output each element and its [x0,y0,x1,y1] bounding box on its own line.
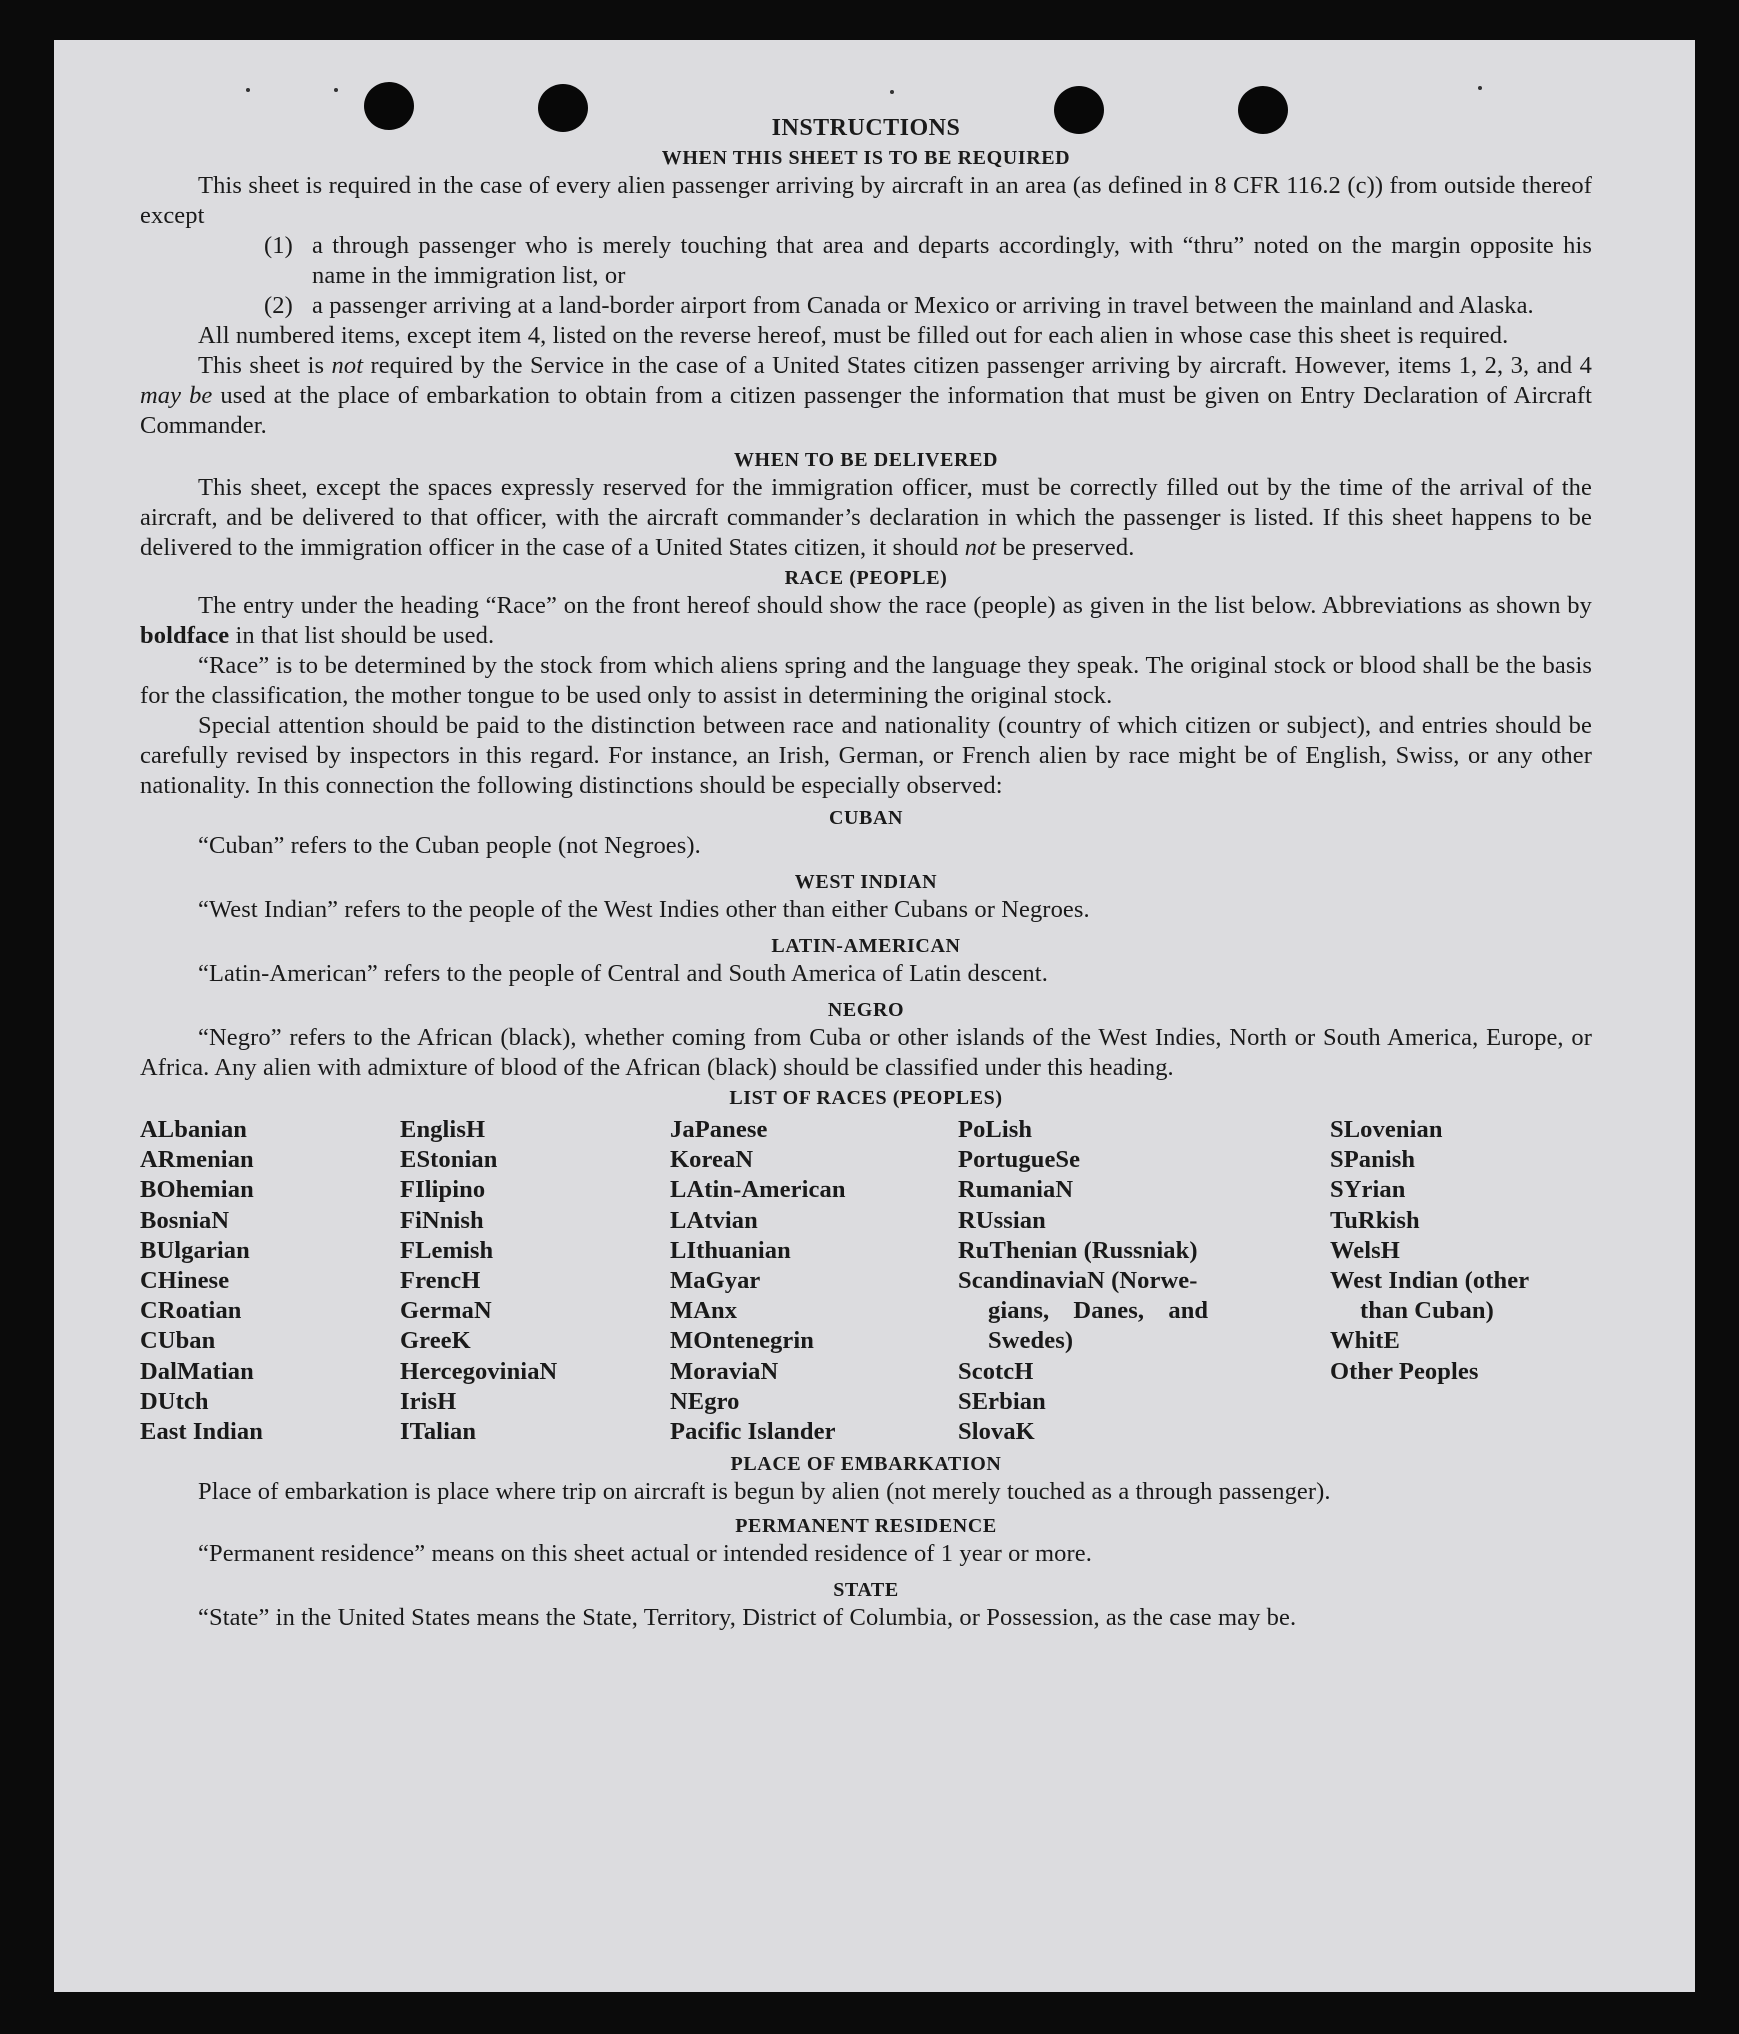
race-entry-continuation: than Cuban) [1360,1297,1494,1325]
race-entry: MAnx [670,1297,738,1325]
race-entry: SPanish [1330,1146,1416,1174]
race-entry: Other Peoples [1330,1357,1479,1385]
race-entry: MOntenegrin [670,1327,814,1355]
paragraph-citizen-passenger: This sheet is not required by the Service in the case of a United States citizen passenger arriving by aircraft. However, items 1, 2, 3, and 4 may be used at the place of embarkation to obtain from a citizen passenger the information that must be given on Entry Declaration of Aircraft Commander. [140,352,1593,439]
race-column [1330,1115,1592,1447]
item-number: (1) [264,232,293,259]
race-entry: PoLish [958,1116,1033,1143]
section-heading-list-of-races: LIST OF RACES (PEOPLES) [729,1087,1003,1109]
paragraph-race-stock: “Race” is to be determined by the stock from which aliens spring and the language they speak. The original stock or blood shall be the basis for the classification, the mother tongue to be used only to assist in determining the original stock. [140,652,1592,709]
race-column [670,1115,958,1447]
document-title: INSTRUCTIONS [771,115,961,141]
section-heading-when-delivered: WHEN TO BE DELIVERED [733,449,999,471]
definition-negro: “Negro” refers to the African (black), whether coming from Cuba or other islands of the West Indies, North or South America, Europe, or Africa. Any alien with admixture of blood of the African (black) should be classified under this heading. [140,1024,1592,1081]
race-entry: LAtin-American [670,1176,846,1204]
race-entry: DalMatian [140,1357,254,1385]
race-entry-continuation: gians, Danes, and [988,1297,1209,1325]
race-entry: FIlipino [400,1176,486,1204]
race-entry: CRoatian [140,1297,242,1325]
race-entry-continuation: Swedes) [988,1327,1074,1355]
race-entry: MaGyar [670,1267,761,1295]
race-entry: ARmenian [140,1146,254,1174]
race-entry: ScandinaviaN (Norwe- [958,1267,1198,1295]
race-entry: MoraviaN [670,1357,779,1385]
item-number: (2) [264,292,293,319]
race-entry: RUssian [958,1206,1046,1234]
section-heading-latin-american: LATIN-AMERICAN [771,935,961,957]
race-entry: GermaN [400,1297,492,1325]
exception-item [264,291,1592,321]
race-entry: BOhemian [140,1176,254,1204]
race-entry: ALbanian [140,1116,248,1143]
race-entry: CUban [140,1327,216,1355]
definition-latin-american: “Latin-American” refers to the people of Central and South America of Latin descent. [198,960,1048,987]
race-entry: IrisH [400,1387,457,1415]
race-entry: JaPanese [670,1116,768,1143]
scan-speck [334,88,338,92]
race-entry: FrencH [400,1267,481,1295]
definition-place-of-embarkation: Place of embarkation is place where trip on aircraft is begun by alien (not merely touched as a through passenger). [198,1478,1331,1506]
race-entry: DUtch [140,1387,209,1415]
paragraph-required-intro: This sheet is required in the case of every alien passenger arriving by aircraft in an area (as defined in 8 CFR 116.2 (c)) from outside thereof except [140,172,1592,229]
section-heading-race: RACE (PEOPLE) [784,567,948,589]
document-sheet [54,40,1695,1992]
race-entry: ScotcH [958,1357,1034,1385]
race-entry: EStonian [400,1146,498,1174]
section-heading-state: STATE [833,1579,899,1602]
race-entry: SErbian [958,1387,1046,1415]
race-entry: HercegoviniaN [400,1357,558,1385]
item-text: a through passenger who is merely touching that area and departs accordingly, with “thru” noted on the margin opposite his name in the immigration list, or [312,232,1592,289]
scan-speck [246,88,250,92]
scan-speck [1478,86,1482,90]
race-entry: FiNnish [400,1206,484,1234]
race-entry: PortugueSe [958,1146,1081,1174]
race-column [400,1115,670,1447]
section-heading-negro: NEGRO [827,999,905,1021]
definition-permanent-residence: “Permanent residence” means on this sheet actual or intended residence of 1 year or more. [198,1540,1092,1568]
race-list [140,1115,1592,1447]
section-heading-when-required: WHEN THIS SHEET IS TO BE REQUIRED [661,147,1071,169]
item-text: a passenger arriving at a land-border airport from Canada or Mexico or arriving in travel between the mainland and Alaska. [312,292,1534,319]
race-entry: West Indian (other [1330,1267,1530,1295]
race-entry: KoreaN [670,1146,754,1174]
race-entry: FLemish [400,1236,494,1264]
paragraph-numbered-items: All numbered items, except item 4, listed on the reverse hereof, must be filled out for each alien in whose case this sheet is required. [198,322,1509,349]
race-entry: WhitE [1330,1327,1400,1355]
paragraph-race-nationality: Special attention should be paid to the distinction between race and nationality (country of which citizen or subject), and entries should be carefully revised by inspectors in this regard. For instance, an Irish, German, or French alien by race might be of English, Swiss, or any other nationality. In this connection the following distinctions should be especially observed: [140,712,1592,799]
race-entry: East Indian [140,1418,263,1446]
race-entry: SLovenian [1330,1116,1443,1143]
section-heading-place-of-embarkation: PLACE OF EMBARKATION [730,1453,1002,1476]
instructions-content [140,113,1592,1633]
section-heading-cuban: CUBAN [828,807,904,829]
race-entry: BosniaN [140,1206,230,1234]
race-entry: NEgro [670,1387,740,1415]
race-entry: SYrian [1330,1176,1406,1204]
race-entry: TuRkish [1330,1206,1420,1234]
race-entry: RumaniaN [958,1176,1074,1204]
paragraph-race-entry: The entry under the heading “Race” on the front hereof should show the race (people) as given in the list below. Abbreviations as shown by boldface in that list should be used. [140,592,1592,649]
race-entry: LIthuanian [670,1236,791,1264]
race-entry: ITalian [400,1418,477,1446]
race-entry: BUlgarian [140,1236,250,1264]
definition-west-indian: “West Indian” refers to the people of the West Indies other than either Cubans or Negroes. [198,896,1090,923]
definition-state: “State” in the United States means the State, Territory, District of Columbia, or Possession, as the case may be. [198,1604,1297,1632]
section-heading-permanent-residence: PERMANENT RESIDENCE [735,1515,997,1538]
race-entry: SlovaK [958,1418,1035,1446]
paragraph-delivery: This sheet, except the spaces expressly reserved for the immigration officer, must be correctly filled out by the time of the arrival of the aircraft, and be delivered to that officer, with the aircraft commander’s declaration in which the passenger is listed. If this sheet happens to be delivered to the immigration officer in the case of a United States citizen, it should not be preserved. [140,474,1592,561]
race-entry: EnglisH [400,1116,486,1143]
race-entry: CHinese [140,1267,230,1295]
scan-speck [890,90,894,94]
exception-item [264,231,1592,291]
section-heading-west-indian: WEST INDIAN [794,871,938,893]
race-entry: RuThenian (Russniak) [958,1236,1198,1264]
definition-cuban: “Cuban” refers to the Cuban people (not Negroes). [198,832,701,859]
race-column [958,1115,1330,1447]
race-entry: GreeK [400,1327,471,1355]
race-column [140,1115,400,1447]
race-entry: Pacific Islander [670,1418,836,1446]
race-entry: LAtvian [670,1206,758,1234]
race-entry: WelsH [1330,1236,1400,1264]
